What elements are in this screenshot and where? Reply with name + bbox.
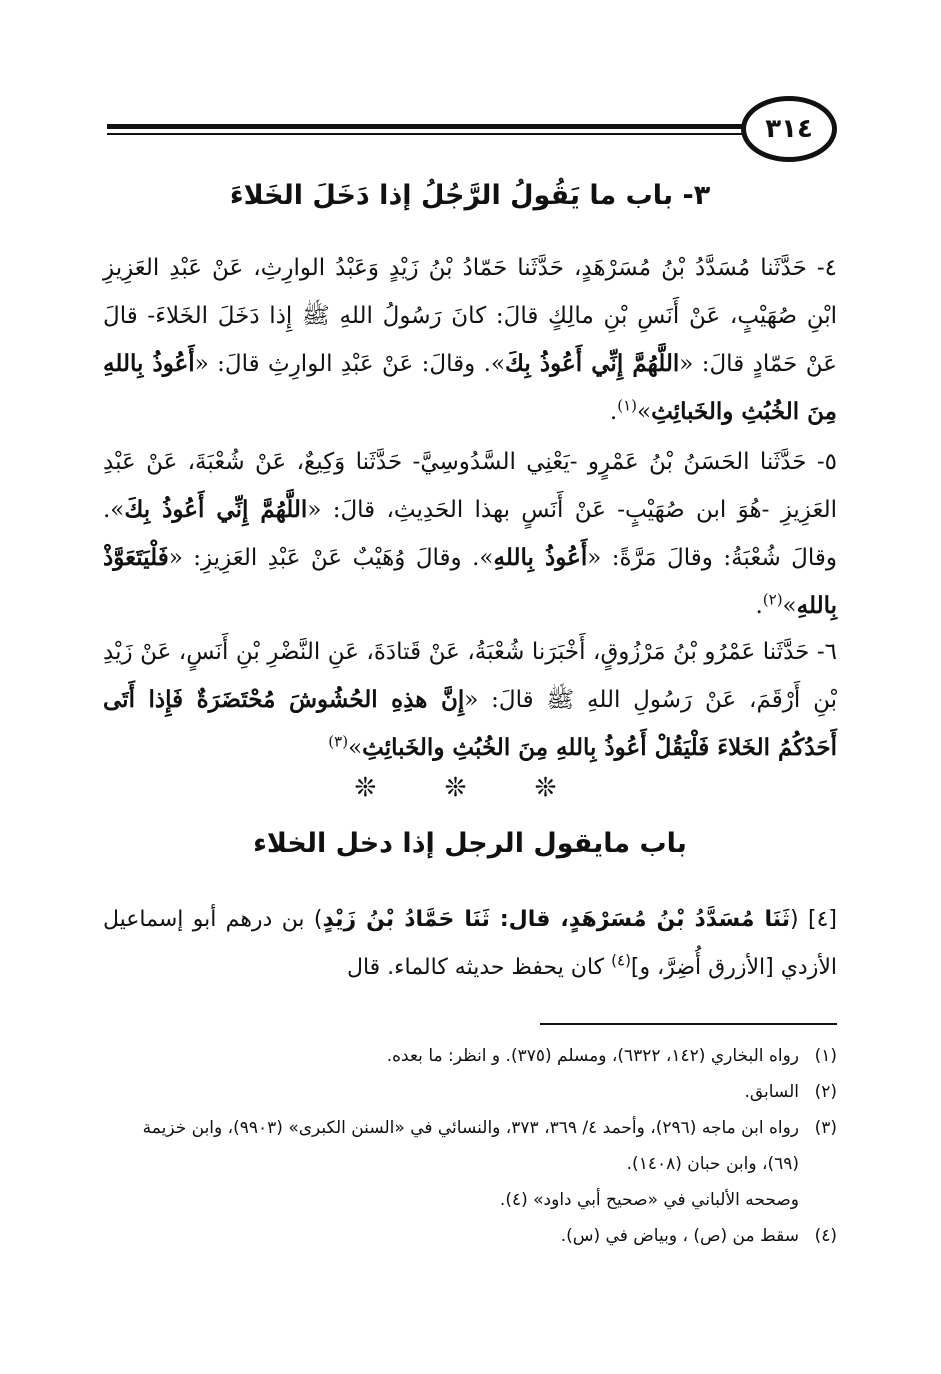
footnote-ref-3: (٣) — [328, 732, 349, 751]
hadith-5-text-3: ». وقالَ وُهَيْبٌ عَنْ عَبْدِ العَزِيزِ: « — [168, 545, 494, 571]
commentary-text: [٤] ( — [790, 907, 837, 932]
hadith-5-quote-3: فَلْيَتَعَوَّذْ بِاللهِ — [103, 544, 837, 619]
section-title: باب مايقول الرجل إذا دخل الخلاء — [253, 828, 687, 859]
section-title-block — [103, 828, 837, 878]
hadith-4-text-2: ». وقالَ: عَنْ عَبْدِ الوارِثِ قالَ: « — [194, 351, 506, 377]
footnote-2 — [103, 1074, 837, 1110]
footnote-4 — [103, 1218, 837, 1254]
hadith-4-text: ٤- حَدَّثَنا مُسَدَّدُ بْنُ مُسَرْهَدٍ، حَدَّثَنا حَمّادُ بْنُ زَيْدٍ وَعَبْدُ الوارِثِ، عَنْ عَبْدِ العَزِيزِ ابْنِ صُهَيْبٍ، عَنْ أَنَسِ بْنِ مالِكٍ قالَ: كانَ رَسُولُ اللهِ ﷺ إِذا دَخَلَ الخَلاءَ- قالَ عَنْ حَمّادٍ قالَ: « — [103, 255, 837, 377]
hadith-5-quote-2: أَعُوذُ بِاللهِ — [493, 544, 588, 571]
footnote-text: رواه ابن ماجه (٢٩٦)، وأحمد ٤/ ٣٦٩، ٣٧٣، والنسائي في «السنن الكبرى» (٩٩٠٣)، وابن خزيمة (٦٩)، وابن حبان (١٤٠٨). — [142, 1118, 799, 1174]
commentary-text-2: ) بن درهم أبو إسماعيل الأزدي [الأزرق أُضِرَّ، و] — [103, 907, 837, 980]
footnote-1 — [103, 1038, 837, 1074]
hadith-4-quote-2: أَعُوذُ بِاللهِ مِنَ الخُبُثِ والخَبائِثِ — [103, 350, 837, 425]
hadith-5 — [103, 438, 837, 630]
footnote-number: (٣) — [814, 1118, 837, 1138]
footnote-number: (١) — [814, 1046, 837, 1066]
footnote-number: (٤) — [814, 1226, 837, 1246]
footnote-ref-4: (٤) — [611, 951, 631, 970]
footnote-number: (٢) — [814, 1082, 837, 1102]
chapter-title-block — [103, 180, 837, 230]
footnote-3 — [103, 1110, 837, 1182]
footnote-text: السابق. — [744, 1082, 799, 1102]
separator-stars: ❊ ❊ ❊ — [354, 773, 587, 803]
hadith-4-end: . — [609, 399, 618, 425]
header-rule-thin — [107, 133, 742, 135]
hadith-5-text: ٥- حَدَّثَنا الحَسَنُ بْنُ عَمْرٍو -يَعْنِي السَّدُوسِيَّ- حَدَّثَنا وَكِيعٌ، عَنْ شُعْبَةَ، عَنْ عَبْدِ العَزِيزِ -هُوَ ابن صُهَيْبٍ- عَنْ أَنَسٍ بهذا الحَدِيثِ، قالَ: « — [103, 449, 837, 523]
page-header — [107, 96, 837, 166]
chapter-title: ٣- باب ما يَقُولُ الرَّجُلُ إذا دَخَلَ الخَلاءَ — [229, 180, 711, 211]
hadith-5-end: . — [755, 593, 763, 619]
footnote-separator — [540, 1023, 837, 1025]
footnote-ref-1: (١) — [617, 396, 638, 415]
footnote-ref-2: (٢) — [762, 590, 783, 609]
footnotes — [103, 1038, 837, 1254]
page-number: ٣١٤ — [741, 96, 837, 162]
footnote-3-continuation: وصححه الألباني في «صحيح أبي داود» (٤). — [499, 1190, 799, 1210]
hadith-4-quote-1: اللَّهُمَّ إِنِّي أَعُوذُ بِكَ — [505, 350, 680, 377]
hadith-5-text-2: ». وقالَ شُعْبَةُ: وقالَ مَرَّةً: « — [103, 497, 838, 571]
commentary-paragraph — [103, 896, 837, 992]
hadith-4-text-3: » — [637, 399, 652, 425]
commentary-text-3: كان يحفظ حديثه كالماء. قال — [346, 955, 612, 980]
footnote-text: رواه البخاري (١٤٢، ٦٣٢٢)، ومسلم (٣٧٥). و انظر: ما بعده. — [386, 1046, 799, 1066]
footnote-text: سقط من (ص) ، وبياض في (س). — [560, 1226, 799, 1246]
hadith-6-text: ٦- حَدَّثَنا عَمْرُو بْنُ مَرْزُوقٍ، أَخْبَرَنا شُعْبَةُ، عَنْ قَتادَةَ، عَنِ النَّضْرِ بْنِ أَنَسٍ، عَنْ زَيْدِ بْنِ أَرْقَمَ، عَنْ رَسُولِ اللهِ ﷺ قالَ: « — [103, 639, 837, 713]
hadith-6 — [103, 628, 837, 772]
header-rule-thick — [107, 124, 742, 129]
hadith-6-quote-1: إِنَّ هذِهِ الحُشُوشَ مُحْتَضَرَةٌ فَإِذا أَتَى أَحَدُكُمُ الخَلاءَ فَلْيَقُلْ أَعُوذُ بِاللهِ مِنَ الخُبُثِ والخَبائِثِ — [103, 686, 837, 761]
hadith-4 — [103, 244, 837, 436]
hadith-5-text-4: » — [782, 593, 797, 619]
hadith-6-text-2: » — [348, 735, 363, 761]
commentary-bold: ثَنَا مُسَدَّدُ بْنُ مُسَرْهَدٍ، قال: ثَنَا حَمَّادُ بْنُ زَيْدٍ — [322, 907, 791, 932]
hadith-5-quote-1: اللَّهُمَّ إِنِّي أَعُوذُ بِكَ — [124, 496, 308, 523]
